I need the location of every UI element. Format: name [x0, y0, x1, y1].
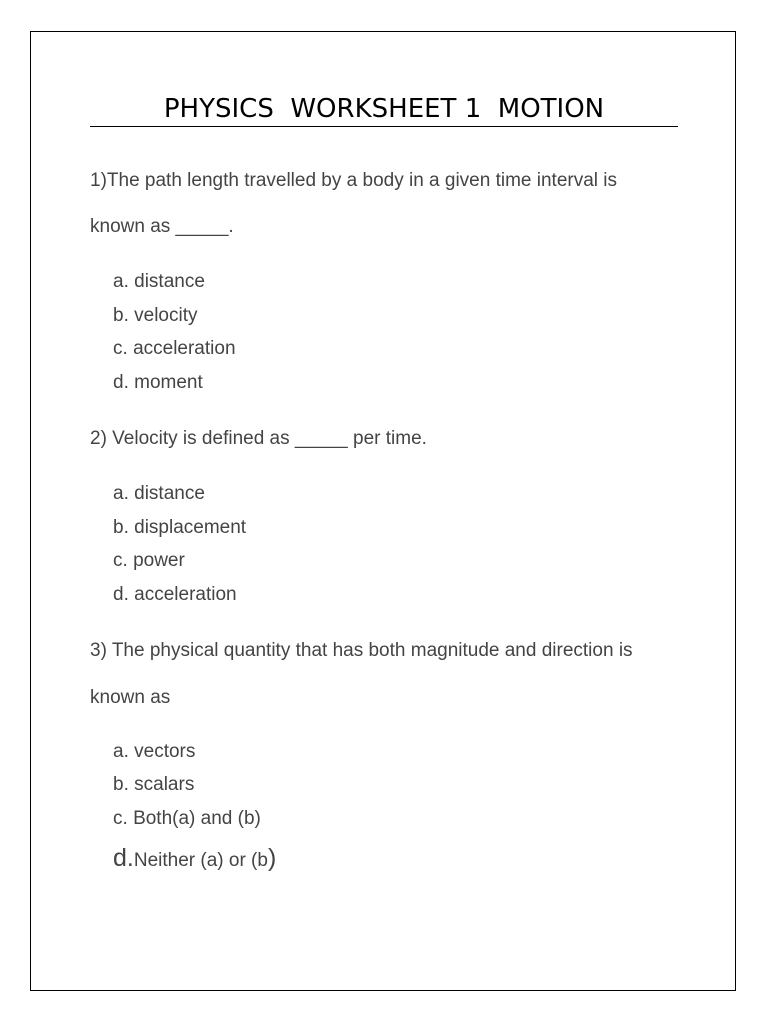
option-text: scalars	[134, 774, 195, 795]
option-text: moment	[134, 372, 203, 393]
option-text: power	[133, 550, 185, 571]
question-2-option-d	[113, 584, 237, 606]
option-text: acceleration	[134, 584, 237, 605]
option-text: Neither (a) or (b	[133, 850, 268, 871]
question-1-text-continued: known as _____.	[90, 216, 234, 237]
question-3-option-a	[113, 741, 195, 763]
question-3-option-b	[113, 774, 194, 796]
question-2-option-a	[113, 483, 205, 505]
question-1-option-c	[113, 338, 236, 360]
question-1-option-a	[113, 271, 205, 293]
option-marker: d.	[113, 584, 129, 605]
option-marker: d.	[113, 372, 129, 393]
worksheet-title: PHYSICS WORKSHEET 1 MOTION	[90, 92, 678, 127]
option-marker: c.	[113, 808, 128, 829]
option-marker: a.	[113, 483, 129, 504]
question-2-text: 2) Velocity is defined as _____ per time.	[90, 428, 427, 449]
question-1-option-d	[113, 372, 203, 394]
option-marker: a.	[113, 741, 129, 762]
question-3-option-c	[113, 808, 261, 830]
question-2-option-c	[113, 550, 185, 572]
option-text: distance	[134, 271, 205, 292]
question-3-text-continued: known as	[90, 687, 171, 708]
option-text: displacement	[134, 517, 247, 538]
question-3-option-d	[113, 843, 276, 876]
option-text: acceleration	[133, 338, 236, 359]
option-text: distance	[134, 483, 205, 504]
question-1-option-b	[113, 305, 198, 327]
option-marker: c.	[113, 550, 128, 571]
option-marker: c.	[113, 338, 128, 359]
question-3-text: 3) The physical quantity that has both magnitude and direction is	[90, 640, 633, 661]
option-text: velocity	[134, 305, 198, 326]
option-text: Both(a) and (b)	[133, 808, 261, 829]
question-1-text: 1)The path length travelled by a body in a given time interval is	[90, 170, 618, 191]
option-marker: b.	[113, 517, 129, 538]
option-marker: b.	[113, 774, 129, 795]
option-marker: d.	[113, 844, 134, 872]
option-marker: a.	[113, 271, 129, 292]
option-marker: b.	[113, 305, 129, 326]
option-closing-paren: )	[267, 844, 277, 872]
option-text: vectors	[134, 741, 196, 762]
question-2-option-b	[113, 517, 246, 539]
